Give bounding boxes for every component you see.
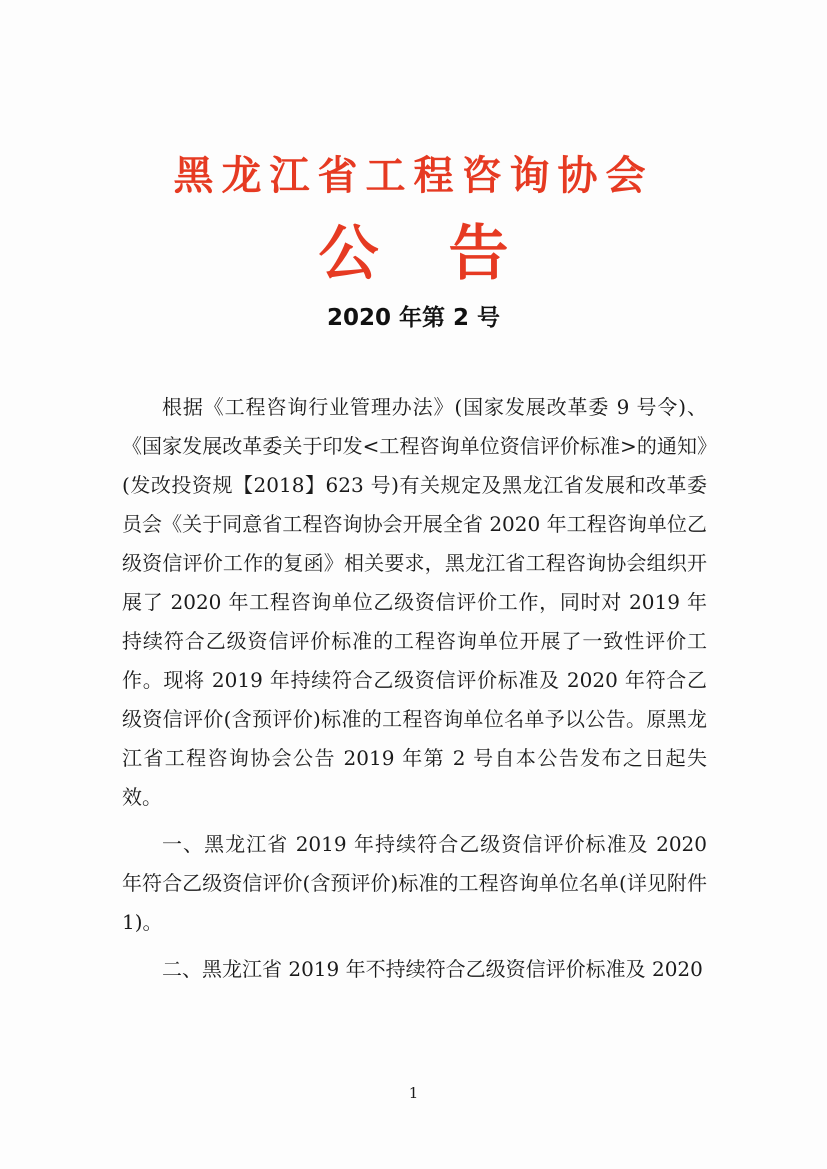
body-paragraph-3: 二、黑龙江省 2019 年不持续符合乙级资信评价标准及 2020 <box>162 957 703 981</box>
page-number: 1 <box>408 1084 419 1102</box>
body-paragraph-2: 一、黑龙江省 2019 年持续符合乙级资信评价标准及 2020 年符合乙级资信评价(含预评价)标准的工程咨询单位名单(详见附件 1)。 <box>122 832 707 934</box>
notice-body <box>122 388 707 989</box>
body-paragraph-1: 根据《工程咨询行业管理办法》(国家发展改革委 9 号令)、《国家发展改革委关于印发<工程咨询单位资信评价标准>的通知》(发改投资规【2018】623 号)有关规定及黑龙江省发展和改革委员会《关于同意省工程咨询协会开展全省 2020 年工程咨询单位乙级资信评价工作的复函》相关要求，黑龙江省工程咨询协会组织开展了 2020 年工程咨询单位乙级资信评价工作，同时对 2019 年持续符合乙级资信评价标准的工程咨询单位开展了一致性评价工作。现将 2019 年持续符合乙级资信评价标准及 2020 年符合乙级资信评价(含预评价)标准的工程咨询单位名单予以公告。原黑龙江省工程咨询协会公告 2019 年第 2 号自本公告发布之日起失效。 <box>122 395 707 809</box>
organization-name: 黑龙江省工程咨询协会 <box>173 153 654 199</box>
document-number: 2020 年第 2 号 <box>326 305 501 331</box>
notice-title: 公告 <box>318 219 579 289</box>
